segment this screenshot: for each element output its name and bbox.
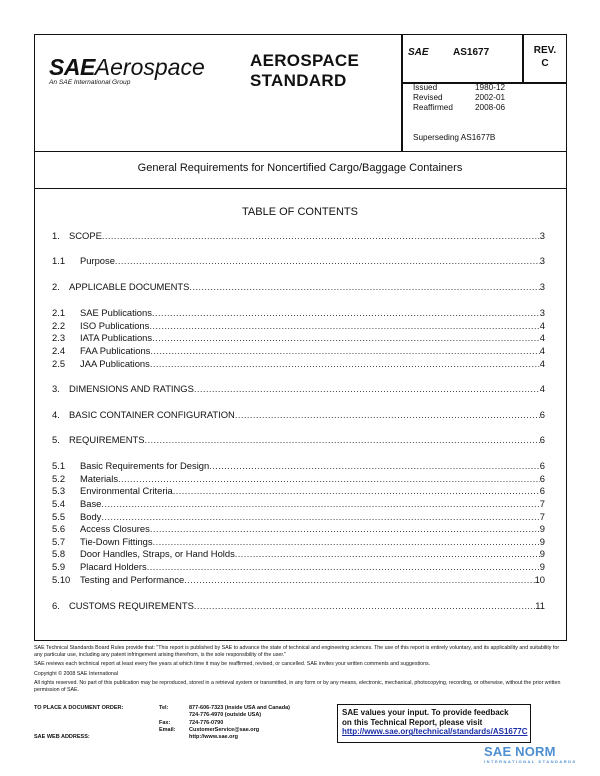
toc-title: REQUIREMENTS — [69, 434, 145, 445]
sae-aerospace-logo — [49, 54, 205, 86]
toc-page-number: 3 — [539, 307, 545, 318]
toc-entry[interactable] — [52, 472, 545, 484]
toc-leader-dots — [194, 600, 535, 611]
toc-title: Access Closures — [80, 523, 150, 534]
toc-number: 5.7 — [52, 536, 66, 547]
toc-page-number: 9 — [539, 561, 545, 572]
toc-title: DIMENSIONS AND RATINGS — [69, 383, 194, 394]
toc-title: IATA Publications — [80, 332, 153, 343]
toc-page-number: 11 — [535, 600, 545, 611]
toc-number: 6. — [52, 600, 60, 611]
toc-leader-dots — [184, 574, 534, 585]
toc-title: Testing and Performance — [80, 574, 185, 585]
toc-entry[interactable] — [52, 229, 545, 241]
toc-leader-dots — [189, 281, 539, 292]
toc-title: JAA Publications — [80, 358, 150, 369]
footer-review-text: SAE reviews each technical report at least every five years at which time it may be reaffirmed, revised, or cancelled. SAE invites your written comments and suggestions. — [34, 661, 431, 668]
toc-entry[interactable] — [52, 433, 545, 445]
document-header — [34, 34, 567, 152]
toc-leader-dots — [150, 523, 540, 534]
toc-title: Body — [80, 511, 102, 522]
toc-number: 5.2 — [52, 473, 66, 484]
feedback-link[interactable]: http://www.sae.org/technical/standards/AS1677C — [342, 727, 528, 737]
subject-divider — [34, 188, 567, 189]
standard-title — [250, 51, 359, 91]
toc-title: BASIC CONTAINER CONFIGURATION — [69, 409, 235, 420]
toc-title: Purpose — [80, 255, 115, 266]
toc-leader-dots — [118, 473, 540, 484]
toc-leader-dots — [150, 358, 540, 369]
feedback-box — [337, 704, 531, 743]
email-value[interactable]: CustomerService@sae.org — [189, 726, 260, 733]
superseding-note: Superseding AS1677B — [413, 133, 496, 142]
toc-entry[interactable] — [52, 560, 545, 572]
toc-number: 5.3 — [52, 485, 66, 496]
web-value[interactable]: http://www.sae.org — [189, 734, 238, 741]
toc-leader-dots — [150, 345, 539, 356]
toc-number: 5.9 — [52, 561, 66, 572]
toc-leader-dots — [101, 511, 539, 522]
toc-number: 5.4 — [52, 498, 66, 509]
feedback-line1: SAE values your input. To provide feedback — [342, 708, 509, 717]
toc-number: 2.2 — [52, 320, 66, 331]
toc-entry[interactable] — [52, 382, 545, 394]
standard-title-line1: AEROSPACE — [250, 51, 360, 70]
logo-sae-text: SAE — [49, 54, 95, 80]
toc-leader-dots — [115, 255, 540, 266]
footer-rights-text: All rights reserved. No part of this publication may be reproduced, stored in a retrieval system or transmitted, in any form or by any means, electronic, mechanical, photocopying, recording, or otherwise, without the prior written permission of SAE. — [34, 680, 561, 693]
toc-entry[interactable] — [52, 573, 545, 585]
toc-entry[interactable] — [52, 357, 545, 369]
toc-leader-dots — [153, 536, 540, 547]
toc-entry[interactable] — [52, 306, 545, 318]
toc-leader-dots — [149, 320, 539, 331]
standard-title-line2: STANDARD — [250, 71, 347, 90]
toc-number: 5.8 — [52, 548, 66, 559]
rev-value: C — [541, 58, 549, 69]
toc-page-number: 9 — [539, 523, 545, 534]
toc-title: APPLICABLE DOCUMENTS — [69, 281, 190, 292]
toc-page-number: 6 — [539, 434, 545, 445]
toc-page-number: 4 — [539, 358, 545, 369]
toc-page-number: 6 — [539, 485, 545, 496]
feedback-line2: on this Technical Report, please visit — [342, 717, 483, 727]
revised-value: 2002-01 — [475, 93, 506, 102]
toc-entry[interactable] — [52, 535, 545, 547]
toc-entry[interactable] — [52, 599, 545, 611]
date-table — [413, 83, 505, 113]
toc-leader-dots — [194, 383, 540, 394]
tel2-value: 724-776-4970 (outside USA) — [189, 712, 262, 719]
toc-number: 5.6 — [52, 523, 66, 534]
toc-number: 2.5 — [52, 358, 66, 369]
toc-leader-dots — [152, 332, 540, 343]
order-label: TO PLACE A DOCUMENT ORDER: — [34, 705, 124, 711]
toc-title: SAE Publications — [80, 307, 152, 318]
toc-entry[interactable] — [52, 547, 545, 559]
toc-page-number: 3 — [539, 281, 545, 292]
toc-page-number: 9 — [539, 536, 545, 547]
toc-page-number: 9 — [539, 548, 545, 559]
toc-number: 2.3 — [52, 332, 66, 343]
toc-number: 1.1 — [52, 255, 66, 266]
toc-number: 4. — [52, 409, 60, 420]
toc-entry[interactable] — [52, 331, 545, 343]
toc-leader-dots — [235, 548, 540, 559]
fax-value: 724-776-0790 — [189, 719, 224, 726]
legal-footer — [34, 645, 567, 697]
toc-page-number: 4 — [539, 320, 545, 331]
reaffirmed-label: Reaffirmed — [413, 103, 453, 112]
toc-title: Basic Requirements for Design — [80, 460, 210, 471]
toc-number: 5.5 — [52, 511, 66, 522]
issued-label: Issued — [413, 83, 438, 92]
toc-title: Environmental Criteria — [80, 485, 173, 496]
logo-group-text: An SAE International Group — [49, 79, 131, 86]
toc-page-number: 7 — [539, 498, 545, 509]
toc-leader-dots — [209, 460, 540, 471]
toc-number: 2. — [52, 281, 60, 292]
toc-leader-dots — [101, 498, 539, 509]
toc-entry[interactable] — [52, 408, 545, 420]
document-subject: General Requirements for Noncertified Cargo/Baggage Containers — [137, 162, 463, 174]
fax-label: Fax: — [159, 719, 171, 726]
logo-aerospace-text: Aerospace — [94, 54, 205, 80]
toc-page-number: 4 — [539, 383, 545, 394]
toc-entry[interactable] — [52, 280, 545, 292]
watermark-main: SAE NORM — [484, 744, 556, 759]
document-number: AS1677 — [453, 47, 490, 58]
toc-entry[interactable] — [52, 344, 545, 356]
toc-number: 5.10 — [52, 574, 71, 585]
toc-page-number: 4 — [539, 345, 545, 356]
toc-title: Base — [80, 498, 102, 509]
toc-entry[interactable] — [52, 459, 545, 471]
toc-page-number: 3 — [539, 255, 545, 266]
issued-value: 1980-12 — [475, 83, 506, 92]
toc-leader-dots — [235, 409, 540, 420]
toc-page-number: 7 — [539, 511, 545, 522]
toc-title: Placard Holders — [80, 561, 147, 572]
toc-title: ISO Publications — [80, 320, 150, 331]
revision-box — [524, 44, 566, 70]
toc-leader-dots — [152, 307, 540, 318]
toc-title: Tie-Down Fittings — [80, 536, 153, 547]
toc-page-number: 6 — [539, 473, 545, 484]
toc-number: 5.1 — [52, 460, 66, 471]
footer-rules-text: SAE Technical Standards Board Rules provide that: "This report is published by SAE to advance the state of technical and engineering sciences. The use of this report is entirely voluntary, and its applicability and suitability for any particular use, including any patent infringement arising therefrom, is the sole responsibility of the user." — [34, 645, 560, 658]
sae-norm-watermark — [484, 744, 577, 764]
sae-mark: SAE — [408, 47, 429, 58]
toc-page-number: 10 — [534, 574, 545, 585]
toc-entry[interactable] — [52, 510, 545, 522]
email-label: Email: — [159, 726, 176, 733]
toc-number: 3. — [52, 383, 60, 394]
toc-page-number: 4 — [539, 332, 545, 343]
toc-entry[interactable] — [52, 522, 545, 534]
web-label: SAE WEB ADDRESS: — [34, 734, 90, 741]
toc-page-number: 3 — [539, 230, 545, 241]
toc-title: Materials — [80, 473, 119, 484]
toc-entry[interactable] — [52, 497, 545, 509]
footer-copyright: Copyright © 2008 SAE International — [34, 670, 118, 677]
toc-page-number: 6 — [539, 460, 545, 471]
toc-entry[interactable] — [52, 254, 545, 266]
toc-number: 5. — [52, 434, 60, 445]
toc-number: 2.1 — [52, 307, 66, 318]
toc-title: CUSTOMS REQUIREMENTS — [69, 600, 194, 611]
toc-number: 1. — [52, 230, 60, 241]
toc-title: Door Handles, Straps, or Hand Holds — [80, 548, 235, 559]
toc-title: SCOPE — [69, 230, 102, 241]
tel-label: Tel: — [159, 705, 169, 711]
toc-leader-dots — [145, 434, 540, 445]
header-divider — [401, 35, 403, 151]
toc-entry[interactable] — [52, 484, 545, 496]
toc-entry[interactable] — [52, 319, 545, 331]
watermark-sub: INTERNATIONAL STANDARDS — [484, 759, 577, 764]
revised-label: Revised — [413, 93, 443, 102]
order-contact-table — [34, 705, 290, 741]
toc-leader-dots — [102, 230, 540, 241]
toc-title: FAA Publications — [80, 345, 151, 356]
tel-value: 877-606-7323 (inside USA and Canada) — [189, 705, 290, 711]
toc-leader-dots — [147, 561, 540, 572]
toc-page-number: 6 — [539, 409, 545, 420]
toc-number: 2.4 — [52, 345, 66, 356]
rev-label: REV. — [533, 45, 557, 56]
toc-leader-dots — [173, 485, 540, 496]
toc-heading: TABLE OF CONTENTS — [242, 206, 358, 218]
reaffirmed-value: 2008-06 — [475, 103, 506, 112]
